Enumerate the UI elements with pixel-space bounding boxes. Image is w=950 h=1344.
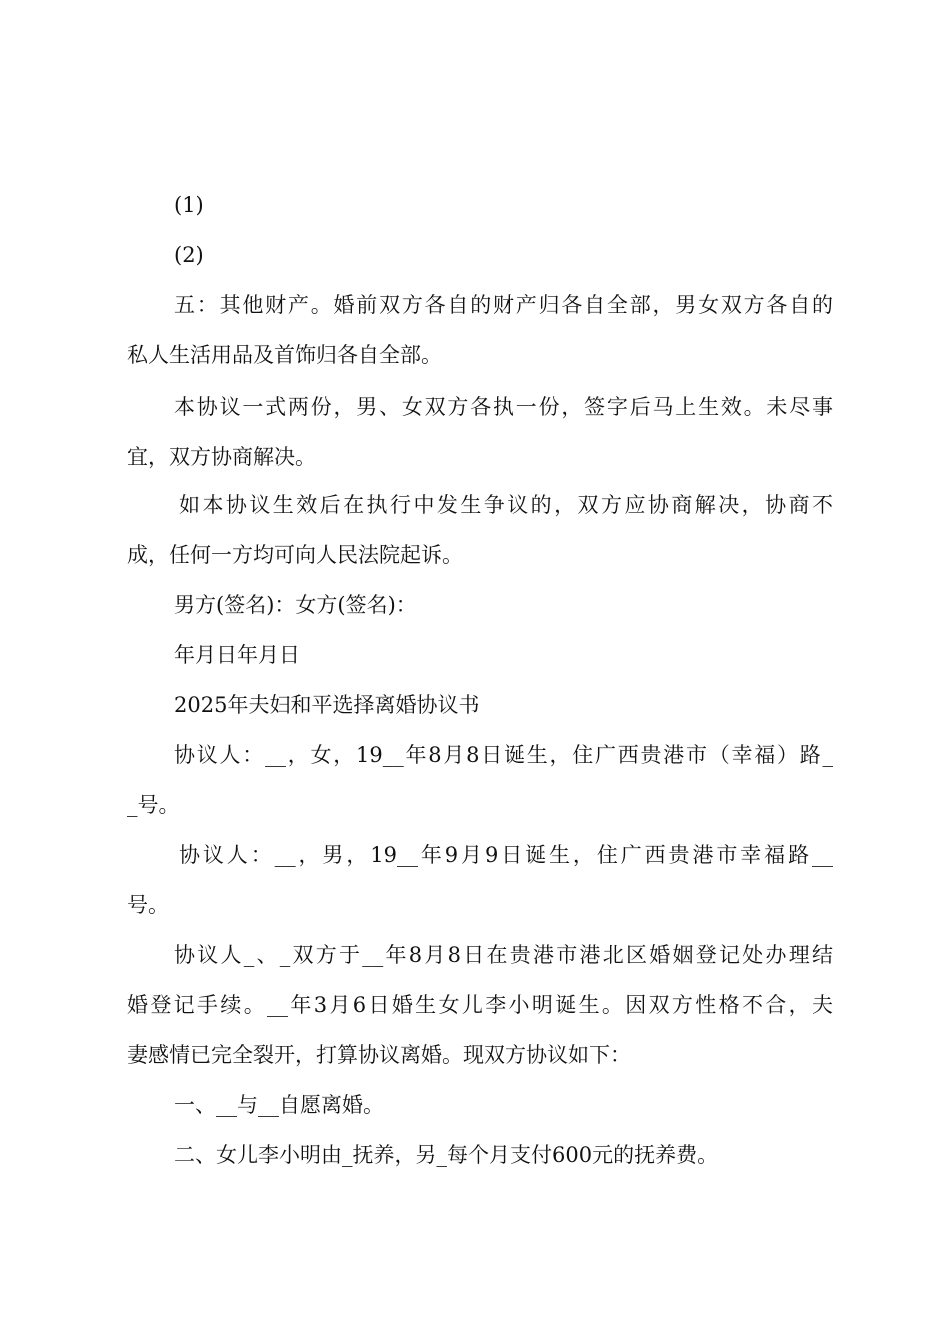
party-male-line-2: 号。 bbox=[127, 893, 169, 917]
party-female-line-2: _号。 bbox=[127, 793, 180, 817]
paragraph-marriage-line-2: 婚登记手续。__年3月6日婚生女儿李小明诞生。因双方性格不合，夫 bbox=[127, 993, 833, 1017]
paragraph-other-property-line-1: 五：其他财产。婚前双方各自的财产归各自全部，男女双方各自的 bbox=[174, 293, 833, 317]
list-marker-2: (2) bbox=[174, 243, 204, 267]
paragraph-copies-line-1: 本协议一式两份，男、女双方各执一份，签字后马上生效。未尽事 bbox=[174, 395, 833, 419]
paragraph-marriage-line-3: 妻感情已完全裂开，打算协议离婚。现双方协议如下： bbox=[127, 1043, 631, 1067]
paragraph-other-property-line-2: 私人生活用品及首饰归各自全部。 bbox=[127, 343, 442, 367]
date-line: 年月日年月日 bbox=[174, 643, 300, 667]
paragraph-dispute-line-2: 成，任何一方均可向人民法院起诉。 bbox=[127, 543, 463, 567]
clause-one: 一、__与__自愿离婚。 bbox=[174, 1093, 384, 1117]
party-female-line-1: 协议人：__，女，19__年8月8日诞生，住广西贵港市（幸福）路_ bbox=[174, 743, 833, 767]
paragraph-copies-line-2: 宜，双方协商解决。 bbox=[127, 445, 316, 469]
paragraph-marriage-line-1: 协议人_、_双方于__年8月8日在贵港市港北区婚姻登记处办理结 bbox=[174, 943, 833, 967]
paragraph-dispute-line-1: 如本协议生效后在执行中发生争议的，双方应协商解决，协商不 bbox=[179, 493, 833, 517]
list-marker-1: (1) bbox=[174, 193, 204, 217]
clause-two: 二、女儿李小明由_抚养，另_每个月支付600元的抚养费。 bbox=[174, 1143, 719, 1167]
signature-line: 男方(签名)：女方(签名)： bbox=[174, 593, 417, 617]
party-male-line-1: 协议人：__，男，19__年9月9日诞生，住广西贵港市幸福路__ bbox=[179, 843, 833, 867]
document-title: 2025年夫妇和平选择离婚协议书 bbox=[174, 693, 480, 717]
